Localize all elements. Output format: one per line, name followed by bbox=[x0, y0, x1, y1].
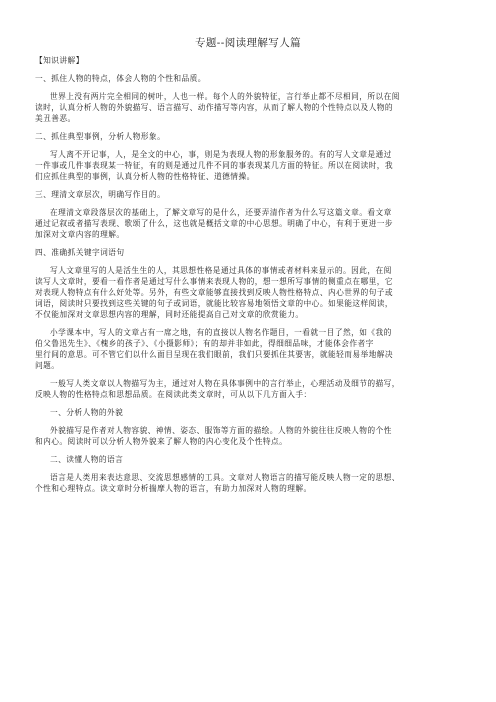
text-line: 和内心。阅读时可以分析人物外貌来了解人物的内心变化及个性特点。 bbox=[35, 437, 288, 446]
text-line: 们应抓住典型的事例，认真分析人物的性格特征、道德情操。 bbox=[35, 172, 255, 181]
paragraph bbox=[35, 454, 461, 465]
paragraph bbox=[35, 55, 461, 66]
text-line: 美丑善恶。 bbox=[35, 114, 76, 123]
paragraph bbox=[35, 265, 461, 320]
text-line: 问题。 bbox=[35, 361, 60, 370]
text-line: 二、读懂人物的语言 bbox=[50, 455, 124, 464]
text-line: 世界上没有两片完全相同的树叶，人也一样。每个人的外貌特征，言行举止都不尽相同，所以在阅 bbox=[50, 92, 400, 101]
text-line: 一般写人类文章以人物描写为主，通过对人物在具体事例中的言行举止，心理活动及细节的描写， bbox=[50, 379, 400, 388]
text-line: 反映人物的性格特点和思想品质。在阅读此类文章时，可从以下几方面入手： bbox=[35, 390, 312, 399]
text-line: 不仅能加深对文章思想内容的理解，同时还能提高自己对文章的欣赏能力。 bbox=[35, 310, 304, 319]
text-line: 二、抓住典型事例，分析人物形象。 bbox=[35, 132, 166, 141]
text-line: 通过记叙或者描写表现、歌颂了什么，这也就是概括文章的中心思想。明确了中心，有利于更进一步 bbox=[35, 219, 394, 228]
paragraph bbox=[35, 407, 461, 418]
text-line: 写人离不开记事，人，是全文的中心，事，则是为表现人物的形象服务的。有的写人文章是通过 bbox=[50, 150, 392, 159]
text-line: 写人文章里写的人是活生生的人，其思想性格是通过具体的事情或者材料来显示的。因此，在阅 bbox=[50, 266, 392, 275]
document-body bbox=[35, 55, 461, 494]
document-title: 专题--阅读理解写人篇 bbox=[195, 37, 301, 49]
text-line: 对表现人物特点有什么好处等。另外，有些文章能够直接找到反映人物性格特点、内心世界的句子或 bbox=[35, 288, 394, 297]
text-line: 在理清文章段落层次的基础上，了解文章写的是什么，还要弄清作者为什么写这篇文章。看文章 bbox=[50, 208, 392, 217]
paragraph bbox=[35, 149, 461, 182]
paragraph bbox=[35, 131, 461, 142]
text-line: 三、理清文章层次，明确写作目的。 bbox=[35, 190, 166, 199]
paragraph bbox=[35, 472, 461, 494]
text-line: 【知识讲解】 bbox=[35, 56, 84, 65]
text-line: 一、抓住人物的特点，体会人物的个性和品质。 bbox=[35, 74, 206, 83]
text-line: 一件事或几件事表现某一特征，有的则是通过几件不同的事表现某几方面的特征。所以在阅读时，我 bbox=[35, 161, 394, 170]
paragraph bbox=[35, 247, 461, 258]
text-line: 词语，阅读时只要找到这些关键的句子或词语，就能比较容易地领悟文章的中心。如果能这样阅读， bbox=[35, 299, 394, 308]
paragraph bbox=[35, 425, 461, 447]
text-line: 小学课本中，写人的文章占有一席之地，有的直接以人物名作题目，一看就一目了然，如《我的 bbox=[50, 328, 392, 337]
paragraph bbox=[35, 207, 461, 240]
paragraph bbox=[35, 327, 461, 371]
text-line: 一、分析人物的外貌 bbox=[50, 408, 124, 417]
text-line: 四、准确抓关键字词语句 bbox=[35, 248, 125, 257]
text-line: 语言是人类用来表达意思、交流思想感情的工具。文章对人物语言的描写能反映人物一定的思想、 bbox=[50, 473, 400, 482]
text-line: 个性和心理特点。读文章时分析揣摩人物的语言，有助力加深对人物的理解。 bbox=[35, 484, 312, 493]
text-line: 读时，认真分析人物的外貌描写、语言描写、动作描写等内容，从而了解人物的个性特点以及人物的 bbox=[35, 103, 394, 112]
paragraph bbox=[35, 73, 461, 84]
text-line: 外貌描写是作者对人物容貌、神情、姿态、服饰等方面的描绘。人物的外貌往往反映人物的个性 bbox=[50, 426, 392, 435]
text-line: 读写人文章时，要看一看作者是通过写什么事情来表现人物的，想一想所写事情的侧重点在哪里，它 bbox=[35, 277, 394, 286]
paragraph bbox=[35, 91, 461, 124]
paragraph bbox=[35, 378, 461, 400]
text-line: 加深对文章内容的理解。 bbox=[35, 230, 125, 239]
paragraph bbox=[35, 189, 461, 200]
text-line: 伯父鲁迅先生》、《槐乡的孩子》、《小摄影师》；有的却并非如此，得细细品味，才能体会作者字 bbox=[35, 339, 374, 348]
text-line: 里行间的意思。可不管它们以什么面目呈现在我们眼前，我们只要抓住其要害，就能轻而易举地解决 bbox=[35, 350, 394, 359]
